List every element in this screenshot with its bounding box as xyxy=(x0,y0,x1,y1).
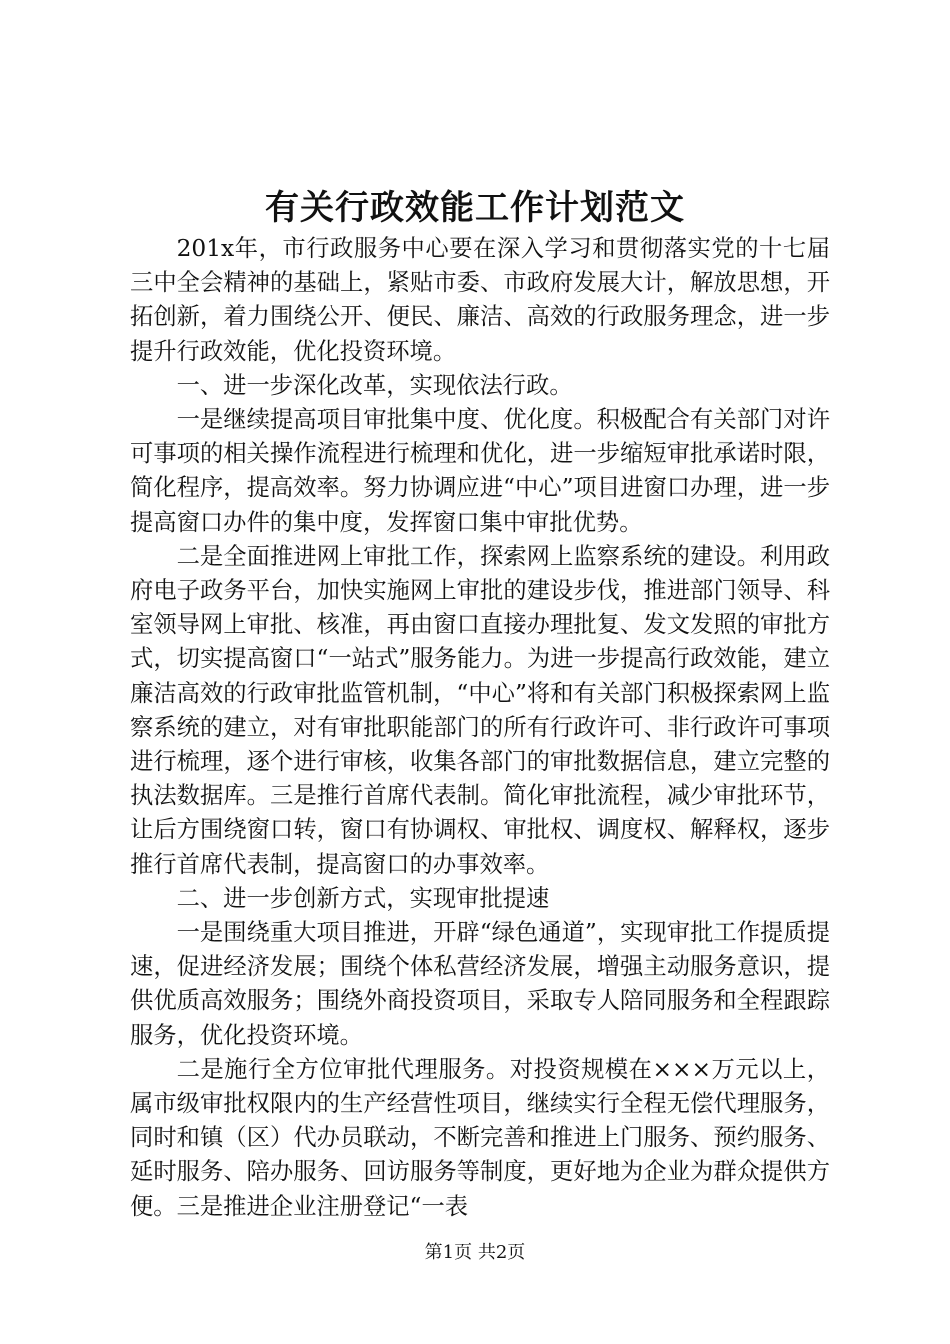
document-title: 有关行政效能工作计划范文 xyxy=(265,188,685,228)
section-heading-1: 一、进一步深化改革，实现依法行政。 xyxy=(176,371,573,399)
paragraph-item: 二是全面推进网上审批工作，探索网上监察系统的建设。利用政府电子政务平台，加快实施网上审批的建设步伐，推进部门领导、科室领导网上审批、核准，再由窗口直接办理批复、发文发照的审批方式，切实提高窗口“一站式”服务能力。为进一步提高行政效能，建立廉洁高效的行政审批监管机制，“中心”将和有关部门积极探索网上监察系统的建立，对有审批职能部门的所有行政许可、非行政许可事项进行梳理，逐个进行审核，收集各部门的审批数据信息，建立完整的执法数据库。三是推行首席代表制。简化审批流程，减少审批环节，让后方围绕窗口转，窗口有协调权、审批权、调度权、解释权，逐步推行首席代表制，提高窗口的办事效率。 xyxy=(130,542,830,878)
paragraph-item: 一是围绕重大项目推进，开辟“绿色通道”，实现审批工作提质提速，促进经济发展；围绕个体私营经济发展，增强主动服务意识，提供优质高效服务；围绕外商投资项目，采取专人陪同服务和全程跟踪服务，优化投资环境。 xyxy=(130,919,830,1049)
paragraph-item: 一是继续提高项目审批集中度、优化度。积极配合有关部门对许可事项的相关操作流程进行梳理和优化，进一步缩短审批承诺时限，简化程序，提高效率。努力协调应进“中心”项目进窗口办理，进一步提高窗口办件的集中度，发挥窗口集中审批优势。 xyxy=(130,406,830,536)
document-body xyxy=(130,232,830,1224)
section-heading-2: 二、进一步创新方式，实现审批提速 xyxy=(176,884,550,912)
paragraph-item: 二是施行全方位审批代理服务。对投资规模在×××万元以上，属市级审批权限内的生产经营性项目，继续实行全程无偿代理服务，同时和镇（区）代办员联动，不断完善和推进上门服务、预约服务、延时服务、陪办服务、回访服务等制度，更好地为企业为群众提供方便。三是推进企业注册登记“一表 xyxy=(130,1055,830,1220)
page-number-footer: 第1页 共2页 xyxy=(424,1242,526,1263)
paragraph-intro: 201x年，市行政服务中心要在深入学习和贯彻落实党的十七届三中全会精神的基础上，紧贴市委、市政府发展大计，解放思想，开拓创新，着力围绕公开、便民、廉洁、高效的行政服务理念，进一步提升行政效能，优化投资环境。 xyxy=(130,235,830,365)
